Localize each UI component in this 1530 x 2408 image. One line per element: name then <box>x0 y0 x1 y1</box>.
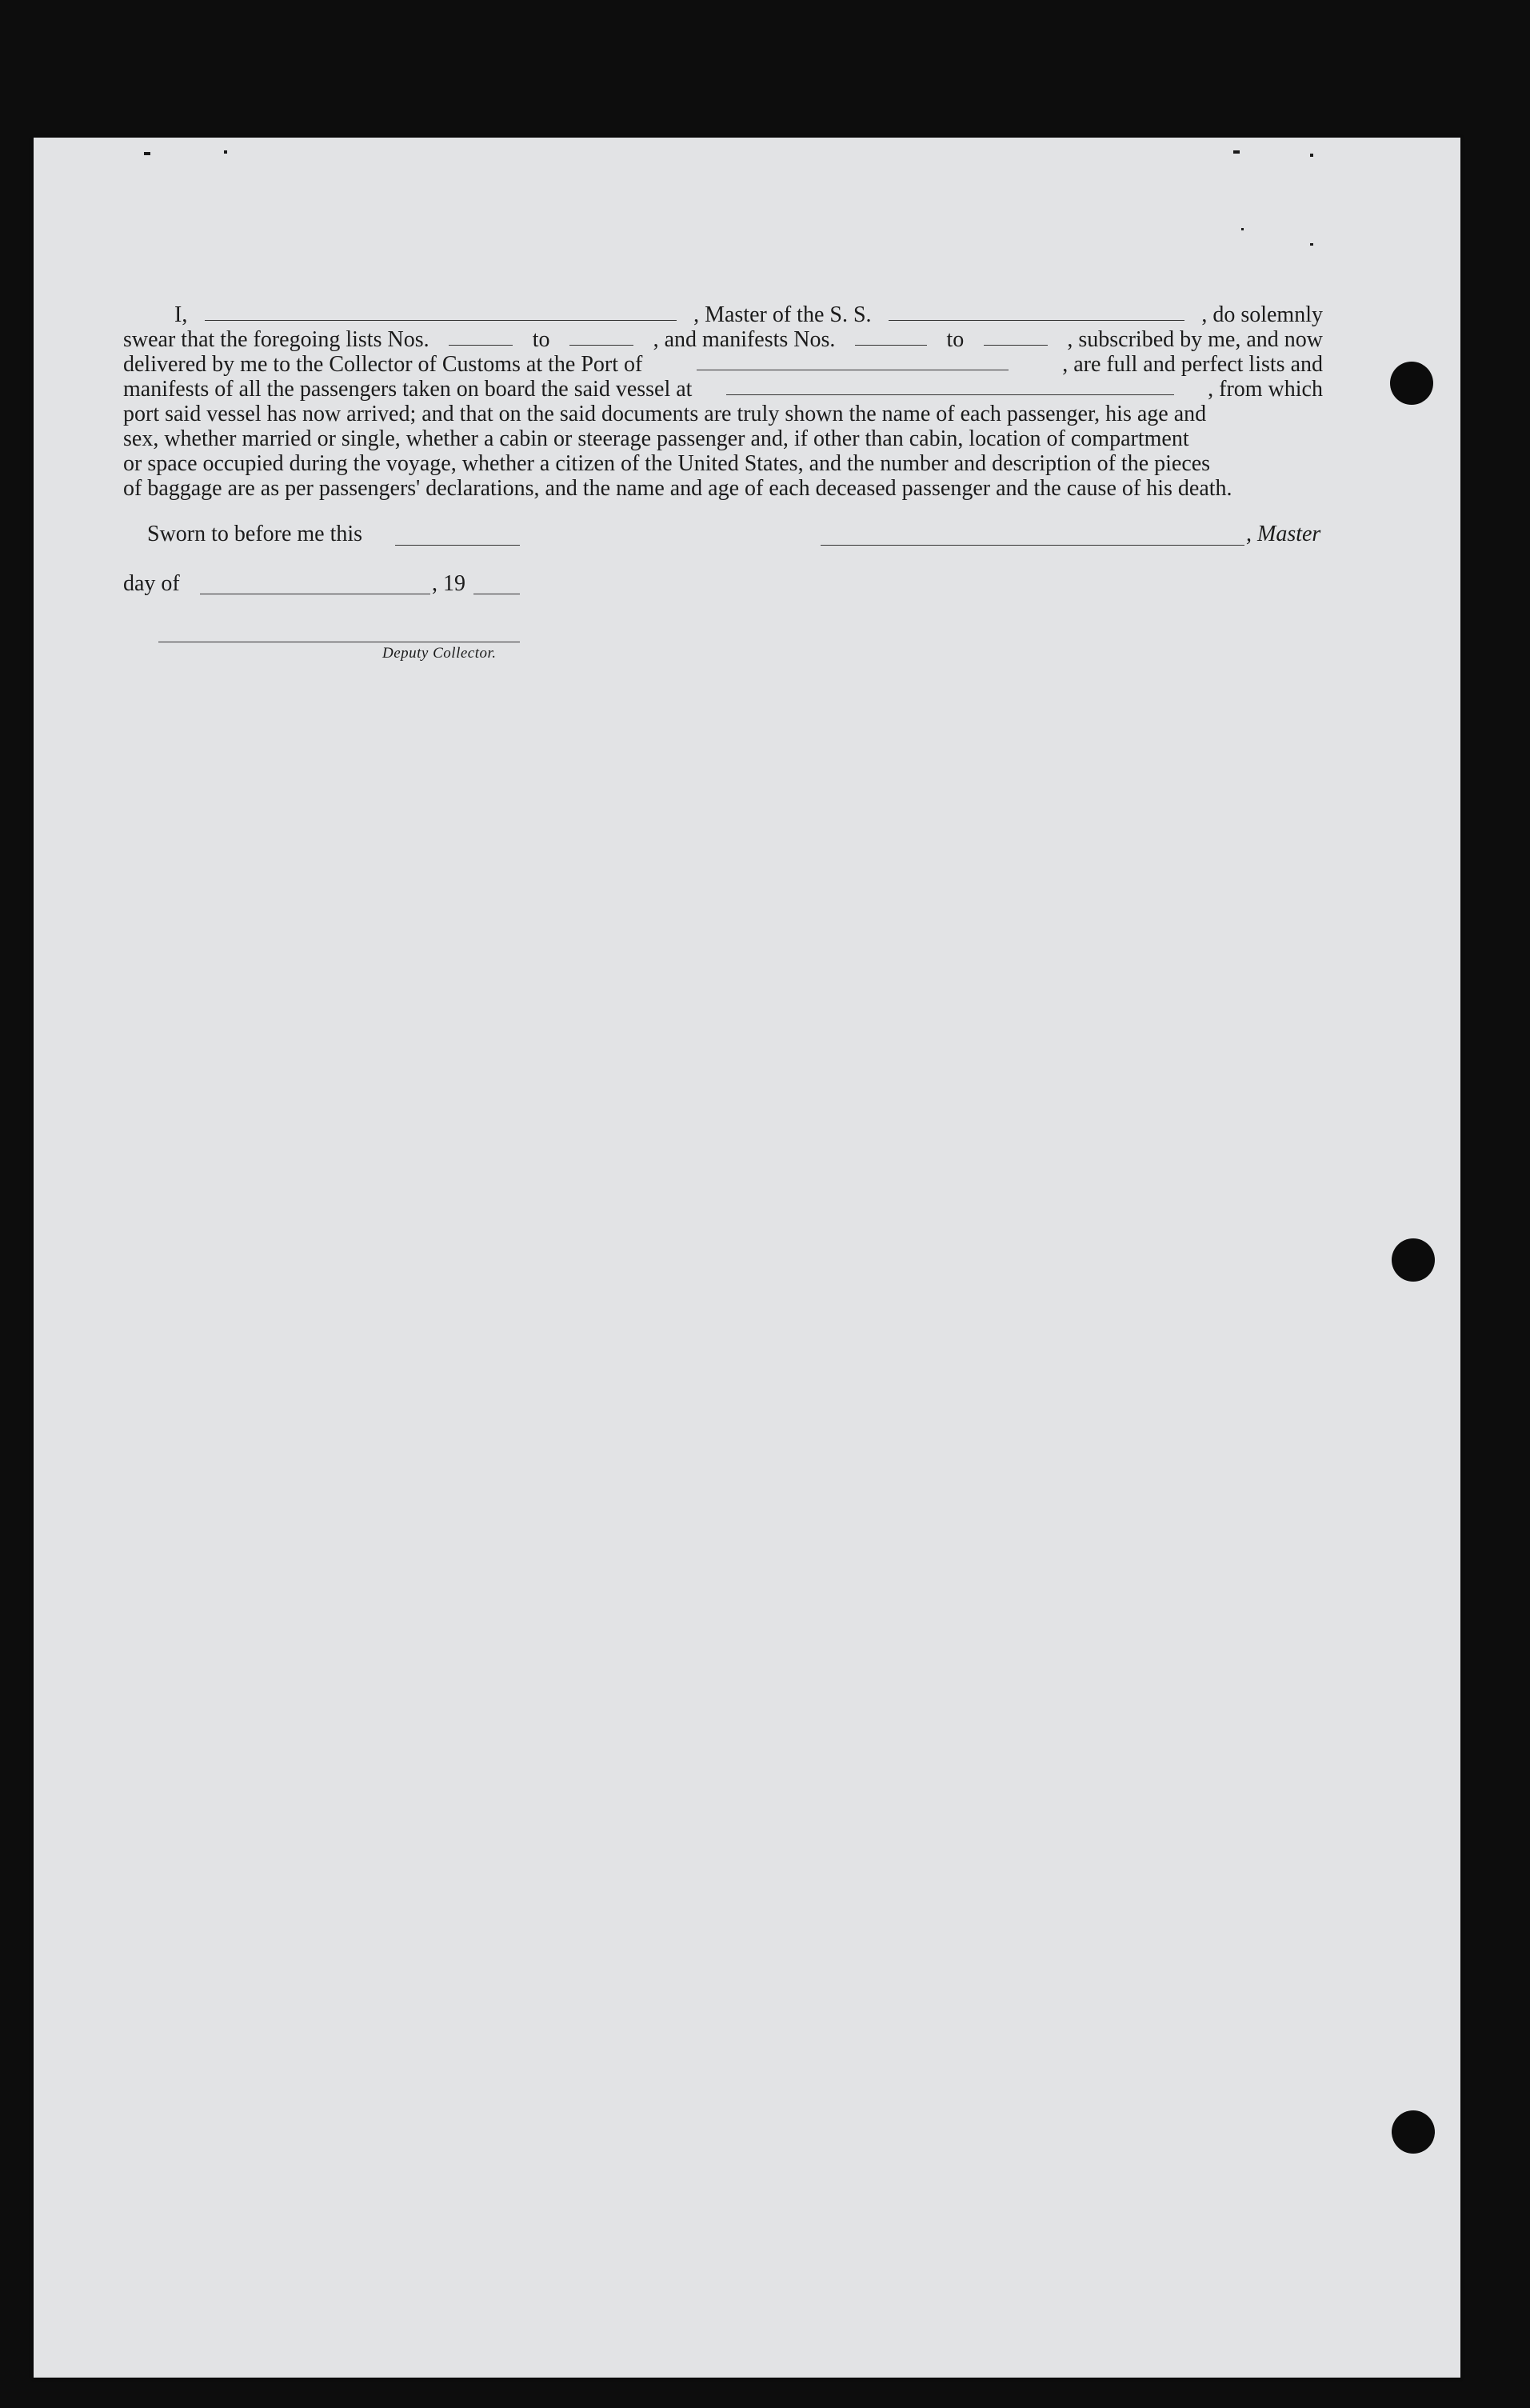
speck <box>144 152 150 155</box>
oath-line <box>123 302 1323 327</box>
oath-line <box>123 377 1323 402</box>
speck <box>1310 154 1313 157</box>
sworn-day-field[interactable] <box>395 545 520 546</box>
deputy-collector-label: Deputy Collector. <box>382 645 497 662</box>
oath-text: swear that the foregoing lists Nos. <box>123 327 429 352</box>
oath-line <box>123 426 1323 451</box>
list-to-field[interactable] <box>569 327 633 346</box>
master-label: , Master <box>1246 522 1321 546</box>
speck <box>1233 150 1240 154</box>
oath-text: , and manifests Nos. <box>653 327 836 352</box>
oath-line <box>123 402 1323 426</box>
speck <box>1310 243 1313 246</box>
oath-line <box>123 476 1323 501</box>
oath-line <box>123 352 1323 377</box>
embarkation-field[interactable] <box>726 377 1174 395</box>
speck <box>1241 228 1244 230</box>
oath-text: , from which <box>1208 377 1323 402</box>
vessel-name-field[interactable] <box>889 302 1184 321</box>
oath-text: port said vessel has now arrived; and that on the said documents are truly shown the name of each passenger, his age and <box>123 402 1207 426</box>
oath-text: to <box>532 327 550 352</box>
day-of-label: day of <box>123 571 180 596</box>
oath-text: sex, whether married or single, whether a cabin or steerage passenger and, if other than cabin, location of compartment <box>123 426 1189 451</box>
oath-text: of baggage are as per passengers' declarations, and the name and age of each deceased passenger and the cause of his death. <box>123 476 1232 501</box>
punch-hole <box>1390 362 1433 405</box>
oath-text: , are full and perfect lists and <box>1062 352 1323 377</box>
sworn-label: Sworn to before me this <box>147 522 363 546</box>
oath-text: manifests of all the passengers taken on board the said vessel at <box>123 377 693 402</box>
oath-text: , do solemnly <box>1201 302 1323 327</box>
oath-text: , Master of the S. S. <box>693 302 872 327</box>
year-prefix-label: , 19 <box>432 571 465 596</box>
oath-line <box>123 327 1323 352</box>
list-from-field[interactable] <box>449 327 513 346</box>
manifest-from-field[interactable] <box>855 327 927 346</box>
master-name-field[interactable] <box>205 302 677 321</box>
master-signature-field[interactable] <box>821 545 1244 546</box>
punch-hole <box>1392 2110 1435 2154</box>
oath-text: I, <box>174 302 188 327</box>
oath-line <box>123 451 1323 476</box>
speck <box>224 150 227 154</box>
manifest-to-field[interactable] <box>984 327 1048 346</box>
oath-text: delivered by me to the Collector of Customs at the Port of <box>123 352 643 377</box>
oath-paragraph <box>123 302 1323 501</box>
oath-text: , subscribed by me, and now <box>1067 327 1323 352</box>
punch-hole <box>1392 1238 1435 1282</box>
port-field[interactable] <box>697 352 1009 370</box>
oath-text: or space occupied during the voyage, whether a citizen of the United States, and the number and description of the pieces <box>123 451 1211 476</box>
oath-text: to <box>946 327 965 352</box>
